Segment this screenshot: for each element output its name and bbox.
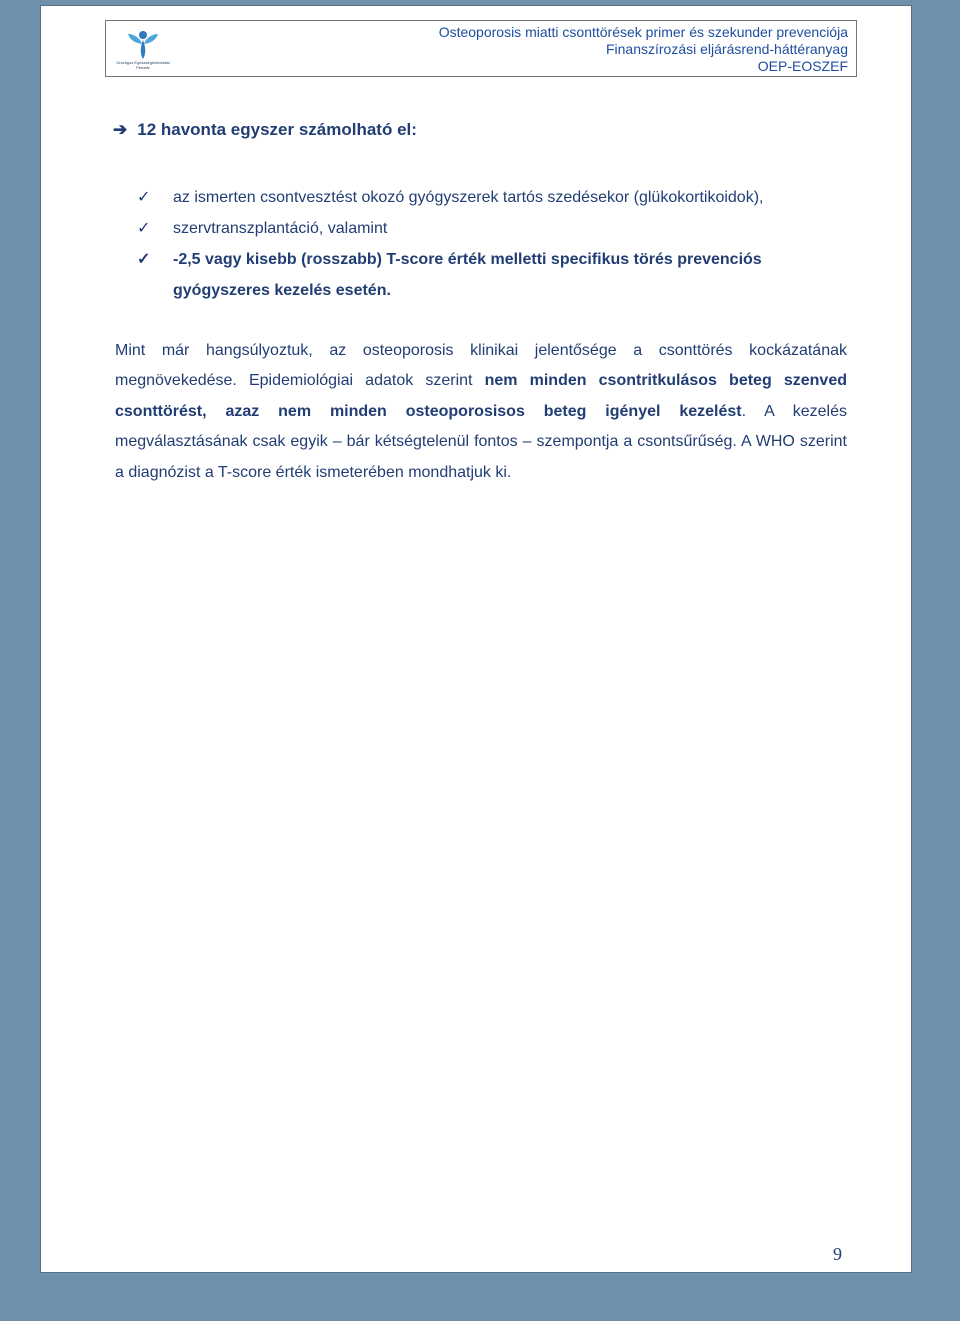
paragraph-text-1: Mint már hangsúlyoztuk, az osteoporosis klinikai jelentősége a csonttörés kockázatának megnövekedése. Epidemiológiai adatok szerint <box>115 342 847 390</box>
document-page <box>40 5 912 1273</box>
checkmark-icon: ✓ <box>137 220 151 237</box>
checkmark-icon: ✓ <box>137 251 151 268</box>
oep-logo <box>116 26 170 72</box>
check-item-text: -2,5 vagy kisebb (rosszabb) T-score érték melletti specifikus törés prevenciós gyógyszeres kezelés esetén. <box>173 251 762 299</box>
header-title-line2: Finanszírozási eljárásrend-háttéranyag <box>605 41 848 57</box>
paragraph-text-2: . A kezelés megválasztásának csak egyik – bár kétségtelenül fontos – szempontja a csontsűrűség. A WHO szerint a diagnózist a T-score érték ismeterében mondhatjuk ki. <box>115 402 847 481</box>
logo-icon <box>116 26 170 60</box>
checklist <box>137 182 849 306</box>
arrow-right-icon: ➔ <box>113 120 128 139</box>
check-item <box>137 244 849 306</box>
header-title-line3: OEP-EOSZEF <box>757 58 848 74</box>
check-item-text: szervtranszplantáció, valamint <box>173 220 388 237</box>
logo-caption: Országos Egészségbiztosítási Pénztár <box>116 60 170 70</box>
checkmark-icon: ✓ <box>137 189 151 206</box>
section-heading-text: 12 havonta egyszer számolható el: <box>137 120 417 139</box>
header-title-line1: Osteoporosis miatti csonttörések primer és szekunder prevenciója <box>438 24 848 40</box>
section-heading <box>113 120 417 140</box>
header-titles <box>439 24 848 75</box>
body-paragraph <box>115 336 847 488</box>
check-item <box>137 213 849 244</box>
page-number: 9 <box>833 1244 842 1264</box>
check-item <box>137 182 849 213</box>
check-item-text: az ismerten csontvesztést okozó gyógyszerek tartós szedésekor (glükokortikoidok), <box>173 189 764 206</box>
paragraph-bold-text: nem minden csontritkulásos beteg szenved csonttörést, azaz nem minden osteoporosisos beteg igényel kezelést <box>115 372 847 420</box>
page-header <box>105 20 857 77</box>
